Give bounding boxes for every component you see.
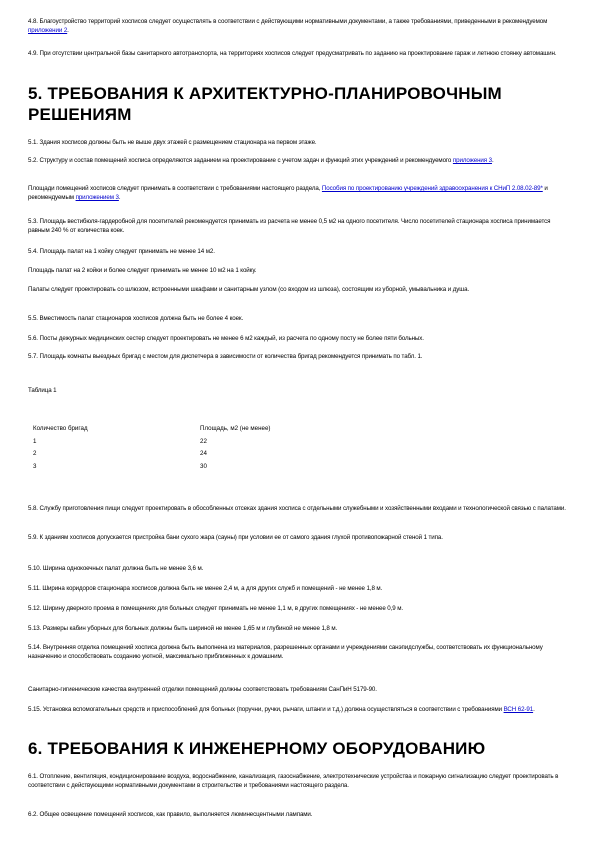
table-header-cell: Площадь, м2 (не менее) — [200, 425, 271, 432]
table-cell: 1 — [33, 437, 37, 445]
link-appendix-3[interactable]: приложения 3 — [452, 157, 492, 164]
link-manual-snip[interactable]: Пособия по проектированию учреждений здравоохранения к СНиП 2.08.02-89* — [321, 185, 543, 192]
link-vsn-62-91[interactable]: ВСН 62-91 — [503, 706, 534, 713]
brigade-area-table — [33, 425, 363, 475]
table-caption: Таблица 1 — [28, 387, 57, 394]
paragraph-6-2: 6.2. Общее освещение помещений хосписов, как правило, выполняется люминесцентными лампами. — [28, 811, 313, 818]
paragraph-6-1: 6.1. Отопление, вентиляция, кондиционирование воздуха, водоснабжение, канализация, газоснабжение, электротехнические устройства и пожарную сигнализацию следует проектировать в соответствии с действующими нормативными документами в строительстве и требованиями настоящего раздела. — [28, 773, 559, 789]
link-appendix-3b[interactable]: приложением 3 — [75, 194, 119, 201]
table-header-row — [33, 425, 363, 438]
paragraph-5-14: 5.14. Внутренняя отделка помещений хосписа должна быть выполнена из материалов, разрешенных органами и учреждениями санэпидслужбы, соответствовать их функциональному назначению и способствовать созданию уютной, максимально приближенных к домашним. — [28, 644, 543, 660]
paragraph-4-8: 4.8. Благоустройство территорий хосписов следует осуществлять в соответствии с действующими нормативными документами, а также требованиями, приведенными в рекомендуемом приложении 2. — [28, 18, 548, 34]
paragraph-5-2-areas: Площади помещений хосписов следует принимать в соответствии с требованиями настоящего раздела, Пособия по проектированию учреждений здравоохранения к СНиП 2.08.02-89* и рекомендуемым приложением 3. — [28, 185, 548, 201]
table-cell: 3 — [33, 462, 37, 470]
paragraph-5-1: 5.1. Здания хосписов должны быть не выше двух этажей с размещением стационара на первом этаже. — [28, 139, 317, 146]
section-heading-6: 6. ТРЕБОВАНИЯ К ИНЖЕНЕРНОМУ ОБОРУДОВАНИЮ — [28, 739, 486, 758]
paragraph-5-6: 5.6. Посты дежурных медицинских сестер следует проектировать не менее 6 м2 каждый, из расчета по одному посту не более пяти больных. — [28, 335, 424, 342]
table-row — [33, 463, 363, 476]
paragraph-4-9: 4.9. При отсутствии центральной базы санитарного автотранспорта, на территориях хосписов следует предусматривать по заданию на проектирование гараж и летнюю стоянку автомашин. — [28, 50, 557, 57]
table-row — [33, 438, 363, 451]
paragraph-5-8: 5.8. Службу приготовления пищи следует проектировать в обособленных отсеках здания хосписа с отдельными служебными и хозяйственными входами и технологической связью с палатами. — [28, 505, 566, 512]
paragraph-5-4: 5.4. Площадь палат на 1 койку следует принимать не менее 14 м2. — [28, 248, 215, 255]
paragraph-5-4-wards: Палаты следует проектировать со шлюзом, встроенными шкафами и санитарным узлом (со входом из шлюза), состоящим из уборной, умывальника и душа. — [28, 286, 470, 293]
paragraph-5-13: 5.13. Размеры кабин уборных для больных должны быть шириной не менее 1,65 м и глубиной не менее 1,8 м. — [28, 625, 338, 632]
paragraph-5-7: 5.7. Площадь комнаты выездных бригад с местом для диспетчера в зависимости от количества бригад рекомендуется принимать по табл. 1. — [28, 353, 423, 360]
table-cell: 2 — [33, 450, 37, 457]
link-appendix-2[interactable]: приложении 2 — [28, 27, 68, 34]
paragraph-5-9: 5.9. К зданиям хосписов допускается пристройка бани сухого жара (сауны) при условии ее от самого здания глухой противопожарной стеной 1 типа. — [28, 534, 443, 541]
paragraph-5-14-sanitary: Санитарно-гигиенические качества внутренней отделки помещений должны соответствовать требованиям СанПиН 5179-90. — [28, 686, 377, 693]
paragraph-5-5: 5.5. Вместимость палат стационаров хосписов должна быть не более 4 коек. — [28, 315, 244, 322]
paragraph-5-11: 5.11. Ширина коридоров стационара хосписов должна быть не менее 2,4 м, а для других служб и помещений - не менее 1,8 м. — [28, 585, 383, 592]
paragraph-5-12: 5.12. Ширину дверного проема в помещениях для больных следует принимать не менее 1,1 м, в других помещениях - не менее 0,9 м. — [28, 605, 403, 612]
paragraph-5-15: 5.15. Установка вспомогательных средств и приспособлений для больных (поручни, ручки, рычаги, штанги и т.д.) должна осуществляться в соответствии с требованиями ВСН 62-91. — [28, 706, 535, 713]
section-heading-5: 5. ТРЕБОВАНИЯ К АРХИТЕКТУРНО-ПЛАНИРОВОЧНЫМ РЕШЕНИЯМ — [28, 84, 502, 124]
paragraph-5-3: 5.3. Площадь вестибюля-гардеробной для посетителей рекомендуется принимать из расчета не менее 0,5 м2 на одного посетителя. Число посетителей стационара хосписа принимается равным 240 % от количества коек. — [28, 218, 551, 234]
paragraph-5-4-two-beds: Площадь палат на 2 койки и более следует принимать не менее 10 м2 на 1 койку. — [28, 267, 257, 274]
paragraph-5-2: 5.2. Структуру и состав помещений хосписа определяются заданием на проектирование с учетом задач и функций этих учреждений и рекомендуемого приложения 3. — [28, 157, 494, 164]
table-cell: 22 — [200, 437, 207, 445]
table-header-cell: Количество бригад — [33, 425, 88, 432]
table-row — [33, 450, 363, 463]
paragraph-5-10: 5.10. Ширина однокоечных палат должна быть не менее 3,6 м. — [28, 565, 204, 572]
table-cell: 24 — [200, 450, 207, 457]
table-cell: 30 — [200, 462, 207, 470]
